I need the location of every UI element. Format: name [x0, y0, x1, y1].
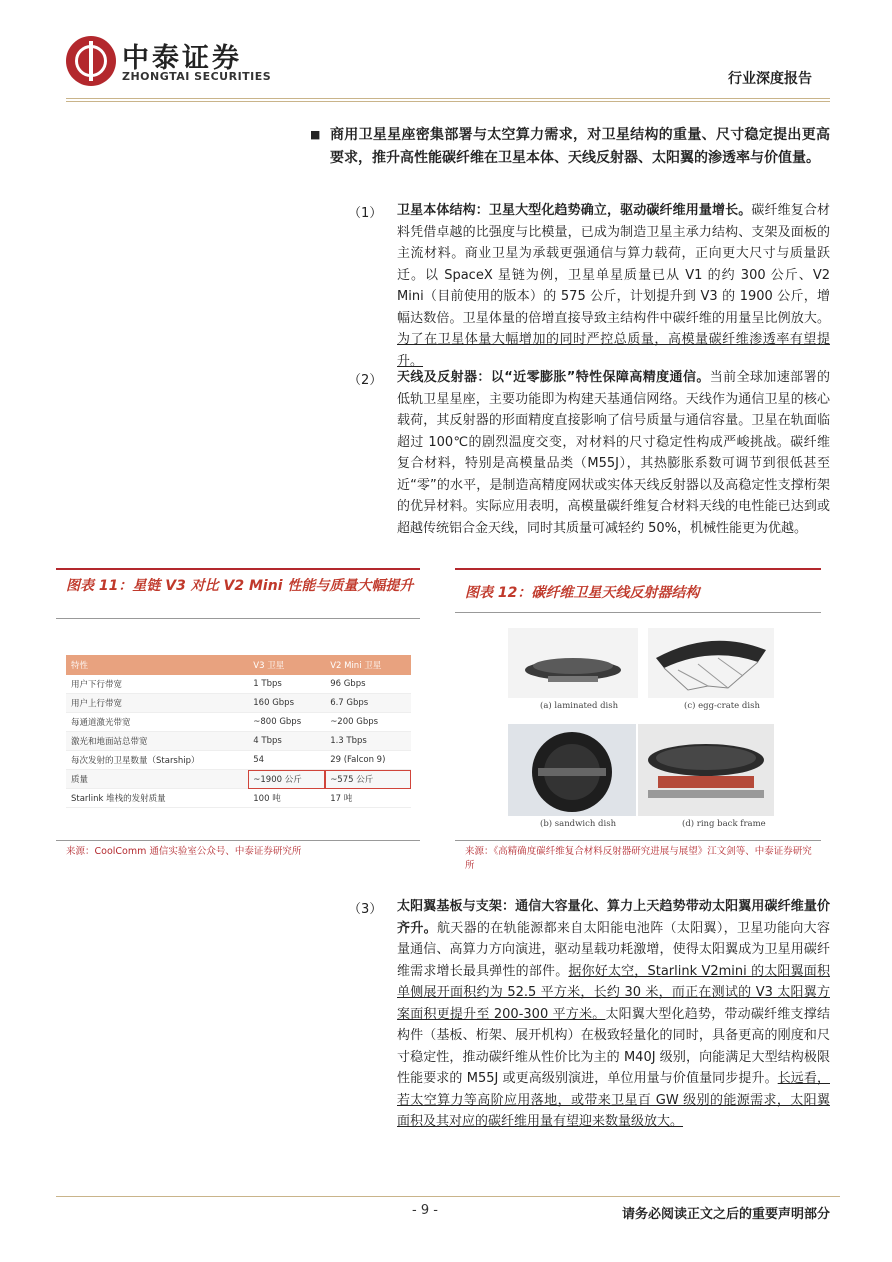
logo-text-cn: 中泰证券: [122, 43, 242, 74]
section-3-paragraph: [397, 896, 830, 1133]
egg-crate-dish-image: [648, 628, 774, 698]
section-3-title: 太阳翼基板与支架：通信大容量化、算力上天趋势带动太阳翼用碳纤维量价齐升。: [397, 899, 830, 936]
section-1-title: 卫星本体结构：卫星大型化趋势确立，驱动碳纤维用量增长。: [397, 203, 752, 218]
caption-c: (c) egg-crate dish: [684, 701, 760, 711]
section-3-body-2: 太阳翼大型化趋势，带动碳纤维支撑结构件（基板、桁架、展开机构）在极致轻量化的同时，具备更高的刚度和尺寸稳定性，推动碳纤维从性价比为主的 M40J 级别，向能满足大型结构极限性能要求的 M55J 或更高级别演进，单位用量与价值量同步提升。: [397, 1006, 830, 1086]
fig12-top-rule: [455, 568, 821, 570]
caption-b: (b) sandwich dish: [540, 819, 617, 829]
header-divider: [66, 98, 830, 99]
fig11-title: 图表 11：星链 V3 对比 V2 Mini 性能与质量大幅提升: [66, 578, 414, 594]
logo-mark: [66, 36, 116, 86]
table-row: 用户下行带宽 1 Tbps 96 Gbps: [66, 675, 411, 694]
table-header: V3 卫星: [248, 655, 325, 675]
section-3-body-1: 航天器的在轨能源都来自太阳能电池阵（太阳翼），卫星功能向大容量通信、高算力方向演进，驱动星载功耗激增，使得太阳翼成为卫星用碳纤维需求增长最具弹性的部件。: [397, 920, 830, 979]
footer-disclaimer: 请务必阅读正文之后的重要声明部分: [621, 1207, 830, 1222]
table-row: 每次发射的卫星数量（Starship） 54 29 (Falcon 9): [66, 751, 411, 770]
fig11-source: 来源：CoolComm 通信实验室公众号、中泰证券研究所: [66, 846, 302, 857]
fig11-top-rule: [56, 568, 420, 570]
fig12-bottom-rule: [455, 840, 821, 841]
section-2-body: 当前全球加速部署的低轨卫星星座，主要功能即为构建天基通信网络。天线作为通信卫星的核心载荷，其反射器的形面精度直接影响了信号质量与通信容量。卫星在轨面临超过 100℃的剧烈温度交变，对材料的尺寸稳定性构成严峻挑战。碳纤维复合材料，特别是高模量品类（M55J），其热膨胀系数可调节到很低甚至近“零”的水平，是制造高精度网状或实体天线反射器以及高稳定性支撑桁架的优异材料。实际应用表明，高模量碳纤维复合材料天线的电性能已达到或超越传统铝合金天线，同时其质量可减轻约 50%，机械性能更为优越。: [397, 370, 830, 536]
table-header: 特性: [66, 655, 248, 675]
section-2-title: 天线及反射器：以“近零膨胀”特性保障高精度通信。: [397, 370, 710, 385]
section-1-underline: 为了在卫星体量大幅增加的同时严控总质量，高模量碳纤维渗透率有望提升。: [397, 332, 830, 369]
fig11-title-rule: [56, 618, 420, 619]
logo-text-en: ZHONGTAI SECURITIES: [122, 70, 272, 83]
section-3-number: （3）: [348, 902, 383, 917]
report-type: 行业深度报告: [728, 71, 812, 87]
section-3-underline-2: 长远看，若太空算力等高阶应用落地，或带来卫星百 GW 级别的能源需求，太阳翼面积及其对应的碳纤维用量有望迎来数量级放大。: [397, 1071, 830, 1129]
footer-divider: [56, 1196, 840, 1197]
section-2-number: （2）: [348, 373, 383, 388]
section-1-number: （1）: [348, 206, 383, 221]
highlighted-cell: ~1900 公斤: [248, 770, 325, 789]
table-header: V2 Mini 卫星: [325, 655, 411, 675]
section-2-paragraph: [397, 367, 830, 539]
section-1-paragraph: [397, 200, 830, 372]
table-row: 每通道激光带宽 ~800 Gbps ~200 Gbps: [66, 713, 411, 732]
laminated-dish-image: [508, 628, 638, 698]
lead-paragraph: 商用卫星星座密集部署与太空算力需求，对卫星结构的重量、尺寸稳定提出更高要求，推升高性能碳纤维在卫星本体、天线反射器、太阳翼的渗透率与价值量。: [330, 127, 830, 166]
highlighted-cell: ~575 公斤: [325, 770, 411, 789]
header-divider-2: [66, 101, 830, 102]
caption-a: (a) laminated dish: [540, 701, 619, 711]
ring-back-frame-image: [638, 724, 774, 816]
fig12-title-rule: [455, 612, 821, 613]
table-row: Starlink 堆栈的发射质量 100 吨 17 吨: [66, 789, 411, 808]
section-3-underline-1: 据你好太空，Starlink V2mini 的太阳翼面积单侧展开面积约为 52.5 平方米，长约 30 米，而正在测试的 V3 太阳翼方案面积更提升至 200-300 平方米。: [397, 963, 830, 1022]
page-number: - 9 -: [412, 1203, 438, 1218]
section-1-body: 碳纤维复合材料凭借卓越的比强度与比模量，已成为制造卫星主承力结构、支架及面板的主流材料。商业卫星为承载更强通信与算力载荷，正向更大尺寸与质量跃迁。以 SpaceX 星链为例，卫星单星质量已从 V1 的约 300 公斤、V2 Mini（目前使用的版本）的 575 公斤，计划提升到 V3 的 1900 公斤，增幅达数倍。卫星体量的倍增直接导致主结构件中碳纤维的用量呈比例放大。: [397, 203, 830, 326]
table-row: 质量 ~1900 公斤 ~575 公斤: [66, 770, 411, 789]
table-row: 激光和地面站总带宽 4 Tbps 1.3 Tbps: [66, 732, 411, 751]
fig12-title: 图表 12：碳纤维卫星天线反射器结构: [465, 585, 700, 601]
fig11-table: [66, 655, 411, 808]
sandwich-dish-image: [508, 724, 636, 816]
table-row: 用户上行带宽 160 Gbps 6.7 Gbps: [66, 694, 411, 713]
caption-d: (d) ring back frame: [682, 819, 766, 829]
fig12-source: 来源：《高精确度碳纤维复合材料反射器研究进展与展望》江文剑等、中泰证券研究所: [465, 846, 812, 871]
fig11-bottom-rule: [56, 840, 420, 841]
bullet-icon: ■: [310, 128, 321, 141]
